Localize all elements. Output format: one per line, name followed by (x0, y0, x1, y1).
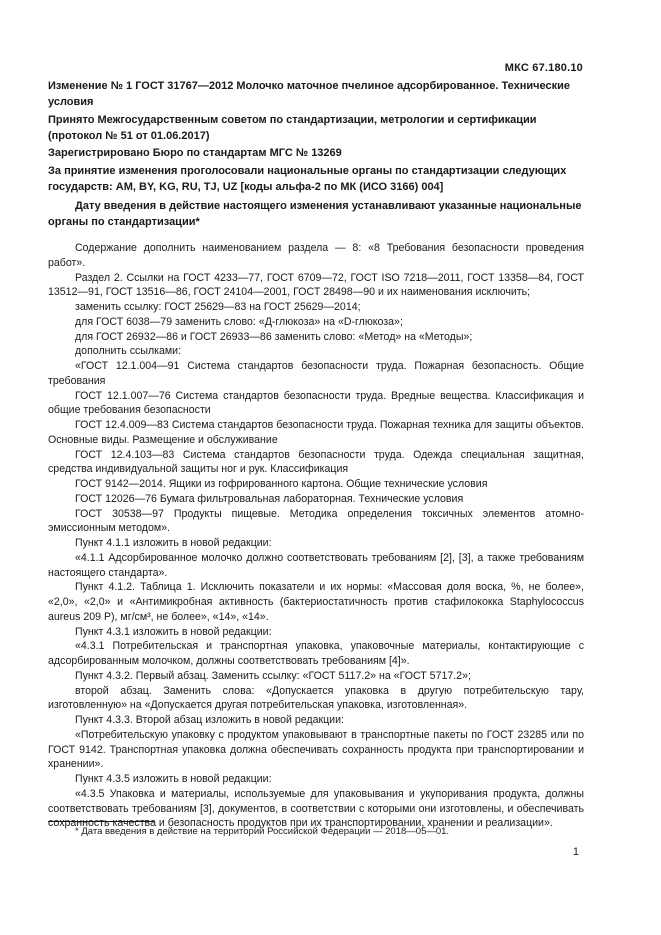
body-paragraph: Пункт 4.1.2. Таблица 1. Исключить показатели и их нормы: «Массовая доля воска, %, не более», «2,0», «2,0» и «Антимикробная активность (бактериостатичность против стафилококка Staphylococcus aureus 209 P), мг/см³, не более», «14», «14». (48, 581, 584, 623)
amendment-title: Изменение № 1 ГОСТ 31767—2012 Молочко маточное пчелиное адсорбированное. Технические условия (48, 80, 570, 108)
voting-statement: За принятие изменения проголосовали национальные органы по стандартизации следующих государств: AM, BY, KG, RU, TJ, UZ [коды альфа-2 по МК (ИСО 3166) 004] (48, 165, 567, 193)
body-paragraph: ГОСТ 9142—2014. Ящики из гофрированного картона. Общие технические условия (75, 478, 488, 490)
body-paragraph: «4.3.5 Упаковка и материалы, используемые для упаковывания и укупоривания продукта, должны соответствовать требованиям [3], документов, в соответствии с которыми они изготовлены, и обеспечивать сохранность качества и безопасность продуктов при их транспортировании, хранении и реализации». (48, 787, 584, 830)
body-paragraph: Пункт 4.1.1 изложить в новой редакции: (75, 537, 272, 549)
effective-date-note: Дату введения в действие настоящего изменения устанавливают указанные национальные органы по стандартизации* (48, 200, 582, 228)
body-paragraph: Пункт 4.3.5 изложить в новой редакции: (75, 773, 272, 785)
body-paragraph: ГОСТ 12.4.103—83 Система стандартов безопасности труда. Одежда специальная защитная, средства индивидуальной защиты ног и рук. Классификация (48, 448, 584, 476)
classification-code: МКС 67.180.10 (504, 62, 583, 74)
body-paragraph: второй абзац. Заменить слова: «Допускается упаковка в другую потребительскую тару, изготовленную» на «Допускается другая потребительская упаковка, изготовленная». (48, 684, 584, 712)
body-paragraph: Раздел 2. Ссылки на ГОСТ 4233—77, ГОСТ 6709—72, ГОСТ ISO 7218—2011, ГОСТ 13358—84, ГОСТ 13512—91, ГОСТ 13516—86, ГОСТ 24104—2001, ГОСТ 28498—90 и их наименования исключить; (48, 271, 584, 299)
body-paragraph: ГОСТ 12.4.009—83 Система стандартов безопасности труда. Пожарная техника для защиты объектов. Основные виды. Размещение и обслуживание (48, 419, 584, 446)
page-number: 1 (572, 846, 579, 858)
body-paragraph: «4.3.1 Потребительская и транспортная упаковка, упаковочные материалы, контактирующие с адсорбированным молочком, должны соответствовать требованиям [4]». (48, 640, 584, 667)
body-paragraph: «ГОСТ 12.1.004—91 Система стандартов безопасности труда. Пожарная безопасность. Общие требования (48, 360, 584, 387)
body-paragraph: ГОСТ 30538—97 Продукты пищевые. Методика определения токсичных элементов атомно-эмиссионным методом». (48, 507, 584, 535)
amendment-body (48, 241, 584, 831)
registration-statement: Зарегистрировано Бюро по стандартам МГС № 13269 (48, 147, 342, 159)
body-paragraph: Пункт 4.3.2. Первый абзац. Заменить ссылку: «ГОСТ 5117.2» на «ГОСТ 5717.2»; (75, 669, 471, 682)
body-paragraph: Пункт 4.3.1 изложить в новой редакции: (75, 625, 272, 638)
body-paragraph: для ГОСТ 26932—86 и ГОСТ 26933—86 заменить слово: «Метод» на «Методы»; (75, 330, 473, 343)
body-paragraph: ГОСТ 12026—76 Бумага фильтровальная лабораторная. Технические условия (75, 492, 464, 505)
adopted-statement: Принято Межгосударственным советом по стандартизации, метрологии и сертификации (протокол № 51 от 01.06.2017) (48, 114, 537, 142)
body-paragraph: заменить ссылку: ГОСТ 25629—83 на ГОСТ 25629—2014; (75, 301, 361, 313)
footnote-divider (48, 821, 154, 822)
body-paragraph: Пункт 4.3.3. Второй абзац изложить в новой редакции: (75, 714, 344, 726)
body-paragraph: дополнить ссылками: (75, 345, 182, 358)
body-paragraph: «4.1.1 Адсорбированное молочко должно соответствовать требованиям [2], [3], а также требованиям настоящего стандарта». (48, 551, 584, 579)
body-paragraph: «Потребительскую упаковку с продуктом упаковывают в транспортные пакеты по ГОСТ 23285 или по ГОСТ 9142. Транспортная упаковка должна обеспечивать сохранность продукта при транспортировании и хранении». (48, 728, 584, 771)
body-paragraph: для ГОСТ 6038—79 заменить слово: «Д-глюкоза» на «D-глюкоза»; (75, 315, 403, 328)
body-paragraph: Содержание дополнить наименованием раздела — 8: «8 Требования безопасности проведения работ». (48, 242, 584, 269)
footnote: * Дата введения в действие на территории Российской Федерации — 2018—05—01. (75, 826, 450, 837)
body-paragraph: ГОСТ 12.1.007—76 Система стандартов безопасности труда. Вредные вещества. Классификация и общие требования безопасности (48, 389, 584, 417)
